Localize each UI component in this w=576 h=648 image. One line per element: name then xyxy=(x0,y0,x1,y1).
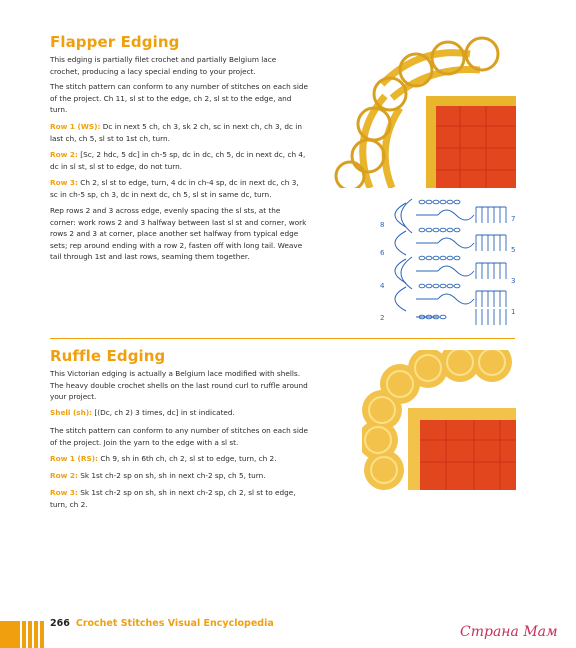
row-text: Sk 1st ch-2 sp on sh, sh in next ch-2 sp, ch 2, sl st to edge, turn, ch 2. xyxy=(50,488,296,509)
ruffle-row3 xyxy=(50,487,308,510)
row-label: Row 1 (WS): xyxy=(50,122,101,131)
row-text: Ch 2, sl st to edge, turn, 4 dc in ch-4 sp, dc in next dc, ch 3, sc in ch-5 sp, ch 3, dc in next dc, ch 5, sl st in same dc, turn. xyxy=(50,178,299,199)
flapper-repeat: Rep rows 2 and 3 across edge, evenly spacing the sl sts, at the corner: work rows 2 and 3 halfway between last sl st and corner, work rows 2 and 3 at corner, place another set halfway from typical edge sets; rep around ending with a row 2, fasten off with long tail. Weave tail through 1st and last rows, seaming them together. xyxy=(50,206,307,262)
flapper-stitch-pattern: The stitch pattern can conform to any number of stitches on each side of the project. Ch 11, sl st to the edge, ch 2, sl st to the edge, and turn. xyxy=(50,82,308,115)
row-text: [Sc, 2 hdc, 5 dc] in ch-5 sp, dc in dc, ch 5, dc in next dc, ch 4, dc in sl st, sl st to edge, do not turn. xyxy=(50,150,306,171)
page-footer xyxy=(50,618,274,629)
flapper-row2 xyxy=(50,149,308,172)
row-label: Shell (sh): xyxy=(50,408,93,417)
ruffle-edging-photo xyxy=(362,350,516,490)
ruffle-intro: This Victorian edging is actually a Belgium lace modified with shells. The heavy double crochet shells on the last round curl to ruffle around your project. xyxy=(50,369,308,402)
flapper-edging-photo xyxy=(330,36,516,188)
row-label: Row 3: xyxy=(50,178,78,187)
chart-row-number: 8 xyxy=(380,221,385,229)
ruffle-row2 xyxy=(50,470,308,482)
row-text: Sk 1st ch-2 sp on sh, sh in next ch-2 sp, ch 5, turn. xyxy=(77,471,266,480)
ruffle-row1 xyxy=(50,453,308,465)
chart-row-number: 2 xyxy=(380,314,385,322)
watermark: Страна Мам xyxy=(460,624,558,640)
row-label: Row 2: xyxy=(50,150,78,159)
flapper-row1 xyxy=(50,121,308,144)
book-title: Crochet Stitches Visual Encyclopedia xyxy=(75,618,274,629)
row-label: Row 3: xyxy=(50,488,78,497)
chart-row-number: 3 xyxy=(511,277,516,285)
chart-row-number: 7 xyxy=(511,215,516,223)
chart-row-number: 5 xyxy=(511,246,516,254)
chart-row-number: 6 xyxy=(380,249,385,257)
chart-row-number: 4 xyxy=(380,282,385,290)
flapper-stitch-chart xyxy=(376,193,520,331)
row-label: Row 2: xyxy=(50,471,78,480)
flapper-intro: This edging is partially filet crochet and partially Belgium lace crochet, producing a lacy special ending to your project. xyxy=(50,55,277,76)
chart-row-number: 1 xyxy=(511,308,516,316)
flapper-row3 xyxy=(50,177,308,200)
row-text: Dc in next 5 ch, ch 3, sk 2 ch, sc in next ch, ch 3, dc in last ch, ch 5, sl st to 1st ch, turn. xyxy=(50,122,302,143)
section-title-flapper: Flapper Edging xyxy=(50,33,180,51)
ruffle-stitch-pattern: The stitch pattern can conform to any number of stitches on each side of the project. Join the yarn to the edge with a sl st. xyxy=(50,426,308,447)
section-divider xyxy=(50,338,515,339)
page-number: 266 xyxy=(50,618,70,629)
row-label: Row 1 (RS): xyxy=(50,454,98,463)
row-text: [(Dc, ch 2) 3 times, dc] in st indicated. xyxy=(92,408,235,417)
row-text: Ch 9, sh in 6th ch, ch 2, sl st to edge, turn, ch 2. xyxy=(98,454,277,463)
section-title-ruffle: Ruffle Edging xyxy=(50,347,166,365)
chart-row xyxy=(416,200,506,223)
ruffle-shell-def xyxy=(50,407,308,419)
